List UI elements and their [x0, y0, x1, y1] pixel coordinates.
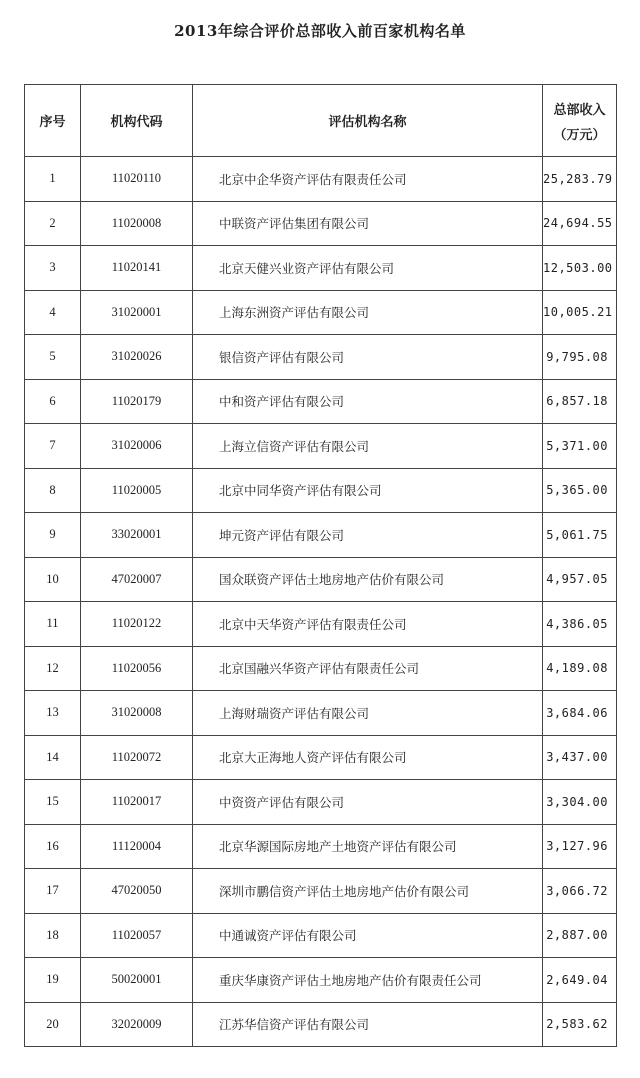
- table-row: [25, 379, 617, 424]
- institution-name: 深圳市鹏信资产评估土地房地产估价有限公司: [193, 869, 543, 914]
- row-number: 20: [25, 1002, 81, 1047]
- institution-name: 北京国融兴华资产评估有限责任公司: [193, 646, 543, 691]
- institution-code: 31020006: [81, 424, 193, 469]
- row-number: 15: [25, 780, 81, 825]
- document-title: 2013年综合评价总部收入前百家机构名单: [174, 22, 466, 40]
- row-number: 16: [25, 824, 81, 869]
- header-no: 序号: [25, 85, 81, 157]
- row-number: 5: [25, 335, 81, 380]
- institution-code: 31020001: [81, 290, 193, 335]
- institution-name: 上海财瑞资产评估有限公司: [193, 691, 543, 736]
- table-row: [25, 246, 617, 291]
- header-name: 评估机构名称: [193, 85, 543, 157]
- row-number: 14: [25, 735, 81, 780]
- table-row: [25, 468, 617, 513]
- institution-name: 重庆华康资产评估土地房地产估价有限责任公司: [193, 958, 543, 1003]
- institution-name: 北京中同华资产评估有限公司: [193, 468, 543, 513]
- row-number: 18: [25, 913, 81, 958]
- headquarters-revenue: 4,386.05: [543, 602, 617, 647]
- ranking-table: [24, 84, 617, 1047]
- headquarters-revenue: 4,189.08: [543, 646, 617, 691]
- institution-name: 江苏华信资产评估有限公司: [193, 1002, 543, 1047]
- institution-code: 11020008: [81, 201, 193, 246]
- headquarters-revenue: 2,887.00: [543, 913, 617, 958]
- institution-name: 坤元资产评估有限公司: [193, 513, 543, 558]
- header-code: 机构代码: [81, 85, 193, 157]
- table-row: [25, 290, 617, 335]
- header-revenue-unit: （万元）: [553, 127, 606, 143]
- row-number: 2: [25, 201, 81, 246]
- institution-name: 上海东洲资产评估有限公司: [193, 290, 543, 335]
- table-row: [25, 335, 617, 380]
- headquarters-revenue: 5,371.00: [543, 424, 617, 469]
- row-number: 6: [25, 379, 81, 424]
- institution-code: 11020056: [81, 646, 193, 691]
- row-number: 10: [25, 557, 81, 602]
- table-row: [25, 691, 617, 736]
- institution-name: 北京华源国际房地产土地资产评估有限公司: [193, 824, 543, 869]
- institution-code: 11020072: [81, 735, 193, 780]
- header-revenue-label: 总部收入: [553, 102, 606, 118]
- table-row: [25, 1002, 617, 1047]
- institution-code: 11020179: [81, 379, 193, 424]
- headquarters-revenue: 4,957.05: [543, 557, 617, 602]
- headquarters-revenue: 24,694.55: [543, 201, 617, 246]
- table-row: [25, 201, 617, 246]
- row-number: 12: [25, 646, 81, 691]
- row-number: 9: [25, 513, 81, 558]
- row-number: 3: [25, 246, 81, 291]
- institution-code: 11020017: [81, 780, 193, 825]
- institution-name: 国众联资产评估土地房地产估价有限公司: [193, 557, 543, 602]
- table-row: [25, 646, 617, 691]
- institution-code: 33020001: [81, 513, 193, 558]
- row-number: 19: [25, 958, 81, 1003]
- headquarters-revenue: 3,437.00: [543, 735, 617, 780]
- table-row: [25, 557, 617, 602]
- institution-name: 中联资产评估集团有限公司: [193, 201, 543, 246]
- header-revenue: [543, 85, 617, 157]
- institution-code: 11020141: [81, 246, 193, 291]
- row-number: 7: [25, 424, 81, 469]
- table-row: [25, 424, 617, 469]
- table-row: [25, 602, 617, 647]
- institution-code: 32020009: [81, 1002, 193, 1047]
- institution-code: 11120004: [81, 824, 193, 869]
- row-number: 4: [25, 290, 81, 335]
- table-row: [25, 958, 617, 1003]
- row-number: 8: [25, 468, 81, 513]
- headquarters-revenue: 2,649.04: [543, 958, 617, 1003]
- institution-code: 11020110: [81, 157, 193, 202]
- row-number: 17: [25, 869, 81, 914]
- institution-code: 47020007: [81, 557, 193, 602]
- table-row: [25, 735, 617, 780]
- table-row: [25, 824, 617, 869]
- institution-name: 中通诚资产评估有限公司: [193, 913, 543, 958]
- institution-code: 47020050: [81, 869, 193, 914]
- institution-name: 中和资产评估有限公司: [193, 379, 543, 424]
- row-number: 1: [25, 157, 81, 202]
- headquarters-revenue: 6,857.18: [543, 379, 617, 424]
- institution-name: 北京中企华资产评估有限责任公司: [193, 157, 543, 202]
- table-header-row: [25, 85, 617, 157]
- institution-name: 上海立信资产评估有限公司: [193, 424, 543, 469]
- headquarters-revenue: 25,283.79: [543, 157, 617, 202]
- headquarters-revenue: 3,684.06: [543, 691, 617, 736]
- headquarters-revenue: 10,005.21: [543, 290, 617, 335]
- institution-name: 北京中天华资产评估有限责任公司: [193, 602, 543, 647]
- row-number: 11: [25, 602, 81, 647]
- institution-name: 北京大正海地人资产评估有限公司: [193, 735, 543, 780]
- headquarters-revenue: 9,795.08: [543, 335, 617, 380]
- table-row: [25, 780, 617, 825]
- institution-name: 中资资产评估有限公司: [193, 780, 543, 825]
- headquarters-revenue: 3,066.72: [543, 869, 617, 914]
- headquarters-revenue: 3,127.96: [543, 824, 617, 869]
- institution-code: 50020001: [81, 958, 193, 1003]
- institution-code: 11020005: [81, 468, 193, 513]
- institution-name: 银信资产评估有限公司: [193, 335, 543, 380]
- headquarters-revenue: 5,365.00: [543, 468, 617, 513]
- table-row: [25, 157, 617, 202]
- headquarters-revenue: 2,583.62: [543, 1002, 617, 1047]
- row-number: 13: [25, 691, 81, 736]
- institution-code: 31020008: [81, 691, 193, 736]
- institution-name: 北京天健兴业资产评估有限公司: [193, 246, 543, 291]
- table-row: [25, 869, 617, 914]
- table-row: [25, 913, 617, 958]
- headquarters-revenue: 3,304.00: [543, 780, 617, 825]
- headquarters-revenue: 12,503.00: [543, 246, 617, 291]
- headquarters-revenue: 5,061.75: [543, 513, 617, 558]
- table-row: [25, 513, 617, 558]
- institution-code: 31020026: [81, 335, 193, 380]
- institution-code: 11020122: [81, 602, 193, 647]
- institution-code: 11020057: [81, 913, 193, 958]
